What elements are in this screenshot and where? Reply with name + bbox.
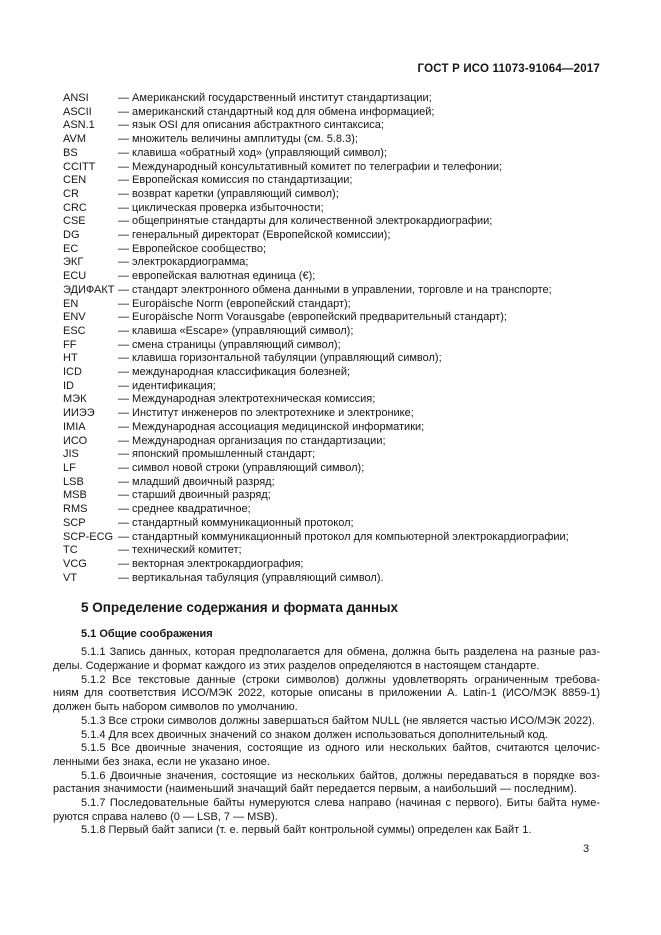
abbreviation-description: — генеральный директорат (Европейской комиссии); <box>118 229 391 242</box>
abbreviation-row <box>63 407 600 421</box>
abbreviation-term: JIS <box>63 448 79 461</box>
abbreviation-term: CEN <box>63 174 87 187</box>
paragraph-line: руются справа налево (0 — LSB, 7 — MSB). <box>53 810 278 823</box>
abbreviation-description: — циклическая проверка избыточности; <box>118 201 324 214</box>
abbreviation-term: МЭК <box>63 393 87 406</box>
paragraph-line: ленными без знака, если не указано иное. <box>53 755 270 768</box>
abbreviation-description: — клавиша горизонтальной табуляции (управляющий символ); <box>118 352 442 365</box>
abbreviation-row <box>63 229 600 243</box>
abbreviation-description: — Американский государственный институт стандартизации; <box>118 92 432 104</box>
abbreviation-row <box>63 311 600 325</box>
abbreviation-row <box>63 215 600 229</box>
abbreviation-term: MSB <box>63 489 87 502</box>
abbreviation-description: — Europäische Norm (европейский стандарт); <box>118 297 351 310</box>
abbreviation-row <box>63 119 600 133</box>
abbreviation-description: — стандарт электронного обмена данными в управлении, торговле и на транспорте; <box>118 283 552 296</box>
abbreviation-description: — японский промышленный стандарт; <box>118 448 316 461</box>
abbreviation-description: — Europäische Norm Vorausgabe (европейский предварительный стандарт); <box>118 311 507 324</box>
paragraph-line: 5.1.4 Для всех двоичных значений со знаком должен использоваться дополнительный код. <box>81 728 548 741</box>
abbreviation-term: ИИЭЭ <box>63 407 95 420</box>
abbreviation-term: EC <box>63 242 79 255</box>
abbreviation-row <box>63 188 600 202</box>
abbreviation-row <box>63 544 600 558</box>
paragraph-line: 5.1.8 Первый байт записи (т. е. первый байт контрольной суммы) определен как Байт 1. <box>81 824 532 837</box>
abbreviation-row <box>63 448 600 462</box>
abbreviation-term: ANSI <box>63 92 89 104</box>
paragraph-line: должен быть набором символов по умолчанию. <box>53 701 298 714</box>
abbreviation-row <box>63 202 600 216</box>
abbreviation-term: BS <box>63 146 78 159</box>
abbreviation-description: — смена страницы (управляющий символ); <box>118 338 341 351</box>
body-paragraph <box>53 770 600 797</box>
abbreviation-description: — Международная организация по стандартизации; <box>118 434 386 447</box>
abbreviation-term: AVM <box>63 133 87 146</box>
abbreviation-description: — клавиша «Escape» (управляющий символ); <box>118 324 354 337</box>
section-heading: 5 Определение содержания и формата данных <box>81 600 399 616</box>
abbreviation-row <box>63 558 600 572</box>
abbreviation-description: — стандартный коммуникационный протокол для компьютерной электрокардиографии; <box>118 530 569 543</box>
paragraph-line: делы. Содержание и формат каждого из этих разделов определяются в настоящем стандарте. <box>53 660 540 673</box>
abbreviation-description: — Институт инженеров по электротехнике и электронике; <box>118 407 414 420</box>
abbreviation-row <box>63 339 600 353</box>
document-header-code: ГОСТ Р ИСО 11073-91064—2017 <box>417 63 600 75</box>
body-paragraph <box>53 797 600 824</box>
body-paragraph <box>53 824 600 838</box>
paragraph-line: ниям для соответствия ИСО/МЭК 2022, которые описаны в приложении А. Latin-1 (ИСО/МЭК 8859-1) <box>53 687 600 700</box>
paragraph-line: 5.1.2 Все текстовые данные (строки символов) должны удовлетворять ограниченным требова- <box>81 673 600 686</box>
abbreviation-term: LSB <box>63 475 84 488</box>
abbreviation-description: — идентификация; <box>118 379 216 392</box>
abbreviation-description: — младший двоичный разряд; <box>118 475 275 488</box>
abbreviation-term: VT <box>63 571 78 584</box>
abbreviation-description: — общепринятые стандарты для количественной электрокардиографии; <box>118 215 493 228</box>
body-paragraph <box>53 646 600 673</box>
abbreviation-description: — векторная электрокардиография; <box>118 557 304 570</box>
abbreviation-term: RMS <box>63 503 88 516</box>
abbreviation-term: SCP <box>63 516 86 529</box>
abbreviation-row <box>63 366 600 380</box>
abbreviation-term: VCG <box>63 557 87 570</box>
paragraph-line: 5.1.1 Запись данных, которая предполагается для обмена, должна быть разделена на разные раз- <box>81 646 600 659</box>
abbreviation-term: EN <box>63 297 79 310</box>
abbreviation-description: — электрокардиограмма; <box>118 256 249 269</box>
abbreviation-description: — возврат каретки (управляющий символ); <box>118 187 339 200</box>
abbreviation-term: LF <box>63 461 76 474</box>
abbreviation-description: — европейская валютная единица (€); <box>118 270 316 283</box>
abbreviation-row <box>63 92 600 106</box>
abbreviation-description: — Европейская комиссия по стандартизации; <box>118 174 353 187</box>
abbreviation-term: CCITT <box>63 160 96 173</box>
abbreviation-description: — символ новой строки (управляющий символ); <box>118 461 365 474</box>
abbreviation-description: — множитель величины амплитуды (см. 5.8.3); <box>118 133 358 146</box>
abbreviation-row <box>63 380 600 394</box>
paragraph-line: 5.1.3 Все строки символов должны завершаться байтом NULL (не является частью ИСО/МЭК 2022). <box>81 714 596 727</box>
abbreviation-description: — технический комитет; <box>118 544 242 557</box>
body-paragraph <box>53 729 600 743</box>
abbreviation-row <box>63 435 600 449</box>
abbreviation-row <box>63 393 600 407</box>
abbreviation-term: ICD <box>63 366 82 379</box>
abbreviation-term: ASN.1 <box>63 119 95 132</box>
abbreviation-description: — Международная ассоциация медицинской информатики; <box>118 420 425 433</box>
page-number: 3 <box>583 843 590 855</box>
abbreviation-description: — вертикальная табуляция (управляющий символ). <box>118 571 384 584</box>
body-paragraph <box>53 674 600 715</box>
abbreviation-description: — клавиша «обратный ход» (управляющий символ); <box>118 146 388 159</box>
abbreviation-term: CSE <box>63 215 86 228</box>
abbreviation-term: ECU <box>63 270 87 283</box>
abbreviation-description: — Международный консультативный комитет по телеграфии и телефонии; <box>118 160 503 173</box>
abbreviation-description: — Международная электротехническая комиссия; <box>118 393 376 406</box>
abbreviation-row <box>63 106 600 120</box>
abbreviation-term: HT <box>63 352 78 365</box>
abbreviation-row <box>63 147 600 161</box>
paragraph-line: 5.1.5 Все двоичные значения, состоящие из одного или нескольких байтов, считаются целочис- <box>81 742 600 755</box>
abbreviation-row <box>63 243 600 257</box>
abbreviation-row <box>63 284 600 298</box>
abbreviation-description: — язык OSI для описания абстрактного синтаксиса; <box>118 119 384 132</box>
abbreviation-term: DG <box>63 229 80 242</box>
abbreviation-row <box>63 298 600 312</box>
paragraph-line: растания значимости (наименьший значащий байт передается первым, а наибольший — последним). <box>53 783 577 796</box>
abbreviation-row <box>63 462 600 476</box>
body-paragraph <box>53 742 600 769</box>
abbreviation-term: TC <box>63 544 78 557</box>
abbreviation-row <box>63 325 600 339</box>
subsection-heading: 5.1 Общие соображения <box>81 628 213 641</box>
abbreviation-term: IMIA <box>63 420 86 433</box>
abbreviation-description: — стандартный коммуникационный протокол; <box>118 516 354 529</box>
abbreviation-row <box>63 133 600 147</box>
abbreviation-row <box>63 256 600 270</box>
abbreviation-term: ЭДИФАКТ <box>63 283 115 296</box>
abbreviation-term: ASCII <box>63 105 92 118</box>
abbreviation-row <box>63 174 600 188</box>
abbreviation-description: — среднее квадратичное; <box>118 503 251 516</box>
abbreviation-row <box>63 503 600 517</box>
abbreviation-term: ЭКГ <box>63 256 84 269</box>
abbreviation-list <box>63 92 600 585</box>
abbreviation-row <box>63 270 600 284</box>
abbreviation-term: SCP-ECG <box>63 530 114 543</box>
paragraph-line: 5.1.6 Двоичные значения, состоящие из нескольких байтов, должны передаваться в порядке воз- <box>81 769 600 782</box>
abbreviation-row <box>63 517 600 531</box>
abbreviation-term: FF <box>63 338 77 351</box>
abbreviation-description: — международная классификация болезней; <box>118 366 351 379</box>
abbreviation-term: ESC <box>63 324 86 337</box>
abbreviation-term: ENV <box>63 311 86 324</box>
abbreviation-term: CRC <box>63 201 87 214</box>
abbreviation-row <box>63 531 600 545</box>
body-paragraph <box>53 715 600 729</box>
abbreviation-row <box>63 161 600 175</box>
abbreviation-description: — старший двоичный разряд; <box>118 489 271 502</box>
paragraph-container <box>53 646 600 838</box>
abbreviation-term: CR <box>63 187 79 200</box>
abbreviation-row <box>63 421 600 435</box>
abbreviation-description: — американский стандартный код для обмена информацией; <box>118 105 435 118</box>
abbreviation-term: ИСО <box>63 434 88 447</box>
abbreviation-row <box>63 352 600 366</box>
abbreviation-row <box>63 489 600 503</box>
paragraph-line: 5.1.7 Последовательные байты нумеруются слева направо (начиная с первого). Биты байта нуме- <box>81 797 600 810</box>
abbreviation-row <box>63 476 600 490</box>
abbreviation-term: ID <box>63 379 74 392</box>
abbreviation-description: — Европейское сообщество; <box>118 242 267 255</box>
abbreviation-row <box>63 572 600 586</box>
